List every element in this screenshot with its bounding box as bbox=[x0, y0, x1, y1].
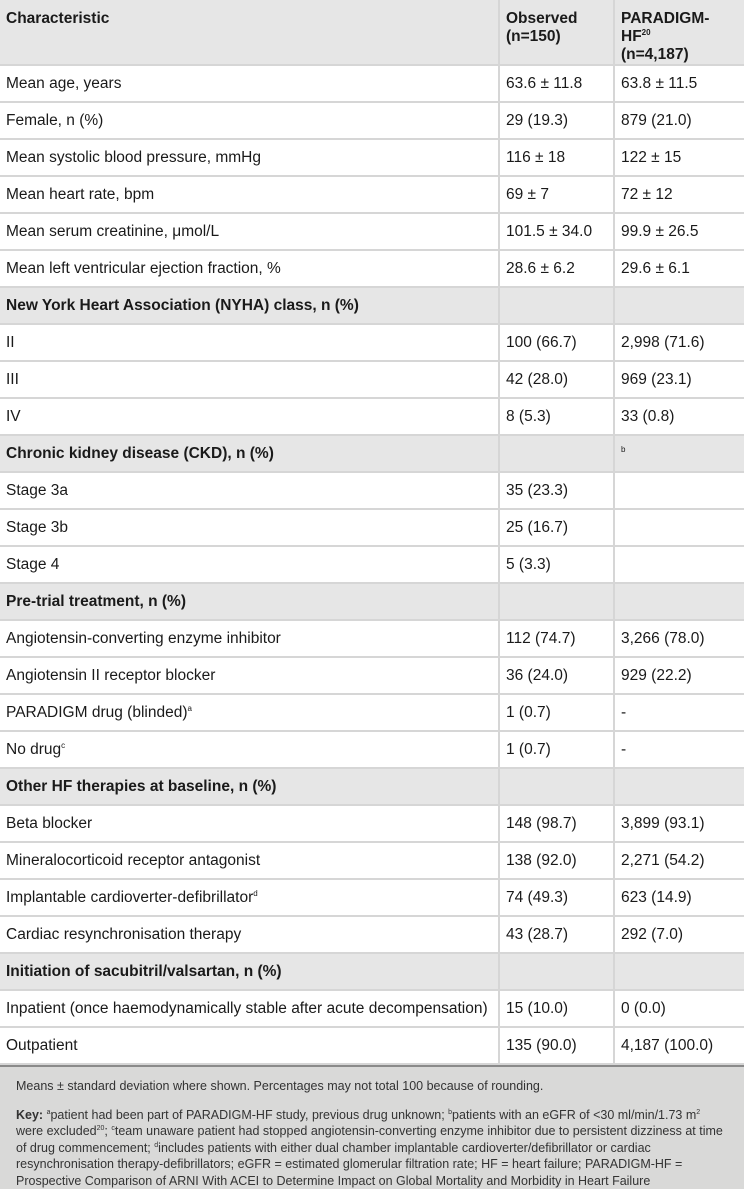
table-row bbox=[0, 65, 744, 102]
section-observed-empty bbox=[499, 583, 614, 620]
table-row bbox=[0, 990, 744, 1027]
row-label-text: Angiotensin II receptor blocker bbox=[6, 667, 215, 684]
section-paradigm-empty bbox=[614, 583, 744, 620]
row-label-sup: a bbox=[187, 703, 191, 712]
footnote-c-marker: c bbox=[111, 1125, 115, 1132]
table-row bbox=[0, 324, 744, 361]
row-label-text: Mineralocorticoid receptor antagonist bbox=[6, 852, 260, 869]
row-label-text: Beta blocker bbox=[6, 815, 92, 832]
table-row bbox=[0, 842, 744, 879]
row-observed: 5 (3.3) bbox=[499, 546, 614, 583]
section-title: New York Heart Association (NYHA) class, n (%) bbox=[0, 287, 499, 324]
row-paradigm: 969 (23.1) bbox=[614, 361, 744, 398]
header-characteristic: Characteristic bbox=[0, 0, 499, 65]
row-label: Mean systolic blood pressure, mmHg bbox=[0, 139, 499, 176]
section-observed-empty bbox=[499, 287, 614, 324]
footnote-key bbox=[16, 1107, 728, 1189]
row-paradigm: 929 (22.2) bbox=[614, 657, 744, 694]
row-label: II bbox=[0, 324, 499, 361]
row-paradigm: 879 (21.0) bbox=[614, 102, 744, 139]
table-row bbox=[0, 398, 744, 435]
ckd-note-marker: b bbox=[621, 444, 625, 453]
table-row bbox=[0, 509, 744, 546]
header-observed bbox=[499, 0, 614, 65]
row-label-text: No drug bbox=[6, 741, 61, 758]
row-label: Inpatient (once haemodynamically stable after acute decompensation) bbox=[0, 990, 499, 1027]
header-observed-n: (n=150) bbox=[506, 28, 561, 45]
row-paradigm: 72 ± 12 bbox=[614, 176, 744, 213]
row-paradigm: 0 (0.0) bbox=[614, 990, 744, 1027]
section-paradigm-empty bbox=[614, 287, 744, 324]
section-paradigm-empty bbox=[614, 768, 744, 805]
row-observed: 148 (98.7) bbox=[499, 805, 614, 842]
section-paradigm-empty bbox=[614, 953, 744, 990]
section-row-nyha bbox=[0, 287, 744, 324]
row-paradigm: 2,271 (54.2) bbox=[614, 842, 744, 879]
table-row bbox=[0, 731, 744, 768]
section-observed-empty bbox=[499, 435, 614, 472]
row-observed: 35 (23.3) bbox=[499, 472, 614, 509]
section-row-other-hf bbox=[0, 768, 744, 805]
row-label: Mean serum creatinine, μmol/L bbox=[0, 213, 499, 250]
footnote-b-tail: were excluded bbox=[16, 1124, 97, 1138]
table-row bbox=[0, 176, 744, 213]
row-label: Stage 4 bbox=[0, 546, 499, 583]
row-label bbox=[0, 694, 499, 731]
row-label: Stage 3a bbox=[0, 472, 499, 509]
table-row bbox=[0, 1027, 744, 1064]
row-observed: 100 (66.7) bbox=[499, 324, 614, 361]
table-row bbox=[0, 879, 744, 916]
header-paradigm-n: (n=4,187) bbox=[621, 46, 689, 63]
section-title: Pre-trial treatment, n (%) bbox=[0, 583, 499, 620]
row-paradigm: 3,266 (78.0) bbox=[614, 620, 744, 657]
footnote-b-marker: b bbox=[448, 1108, 452, 1115]
row-label-sup: c bbox=[61, 740, 65, 749]
row-label: Female, n (%) bbox=[0, 102, 499, 139]
row-observed: 135 (90.0) bbox=[499, 1027, 614, 1064]
row-label-text: Angiotensin-converting enzyme inhibitor bbox=[6, 630, 281, 647]
table-row bbox=[0, 657, 744, 694]
header-paradigm-ref: 20 bbox=[642, 28, 651, 37]
table-row bbox=[0, 546, 744, 583]
footnote-c-text: team unaware patient had stopped angiotensin-converting enzyme inhibitor due to persistent dizziness at time of drug commencement; bbox=[16, 1124, 723, 1155]
table-row bbox=[0, 620, 744, 657]
row-label: Mean age, years bbox=[0, 65, 499, 102]
table-row bbox=[0, 805, 744, 842]
row-observed: 29 (19.3) bbox=[499, 102, 614, 139]
header-observed-title: Observed bbox=[506, 10, 578, 27]
footnote-b-ref: 20 bbox=[97, 1125, 105, 1132]
row-paradigm: 4,187 (100.0) bbox=[614, 1027, 744, 1064]
footnote-b-text: patients with an eGFR of <30 ml/min/1.73 m bbox=[452, 1108, 696, 1122]
table-row bbox=[0, 472, 744, 509]
row-observed: 74 (49.3) bbox=[499, 879, 614, 916]
section-observed-empty bbox=[499, 953, 614, 990]
row-paradigm: 3,899 (93.1) bbox=[614, 805, 744, 842]
row-observed: 1 (0.7) bbox=[499, 731, 614, 768]
row-label bbox=[0, 805, 499, 842]
row-observed: 1 (0.7) bbox=[499, 694, 614, 731]
row-observed: 69 ± 7 bbox=[499, 176, 614, 213]
row-observed: 63.6 ± 11.8 bbox=[499, 65, 614, 102]
section-paradigm-note bbox=[614, 435, 744, 472]
footnote-b-end: ; bbox=[104, 1124, 111, 1138]
footnote-key-label: Key: bbox=[16, 1108, 43, 1122]
table-row bbox=[0, 694, 744, 731]
row-observed: 138 (92.0) bbox=[499, 842, 614, 879]
section-title: Other HF therapies at baseline, n (%) bbox=[0, 768, 499, 805]
row-observed: 36 (24.0) bbox=[499, 657, 614, 694]
row-paradigm bbox=[614, 509, 744, 546]
row-observed: 25 (16.7) bbox=[499, 509, 614, 546]
row-label-text: Cardiac resynchronisation therapy bbox=[6, 926, 241, 943]
row-observed: 43 (28.7) bbox=[499, 916, 614, 953]
section-title: Chronic kidney disease (CKD), n (%) bbox=[0, 435, 499, 472]
row-observed: 116 ± 18 bbox=[499, 139, 614, 176]
row-label-sup: d bbox=[253, 888, 257, 897]
row-paradigm: 292 (7.0) bbox=[614, 916, 744, 953]
row-label: IV bbox=[0, 398, 499, 435]
footnote-d-text: includes patients with either dual chamber implantable cardioverter/defibrillator or cardiac resynchronisation therapy-defibrillators; eGFR = estimated glomerular filtration rate; HF = heart failure; PARADIGM-HF = Prospective Comparison of ARNI With ACEI to Determine Impact on Global Mortality and Morbidity in Heart Failure bbox=[16, 1141, 682, 1188]
row-paradigm: 99.9 ± 26.5 bbox=[614, 213, 744, 250]
footnote-a-marker: a bbox=[47, 1108, 51, 1115]
row-observed: 15 (10.0) bbox=[499, 990, 614, 1027]
table-header-row bbox=[0, 0, 744, 65]
row-label bbox=[0, 842, 499, 879]
row-paradigm: - bbox=[614, 694, 744, 731]
footnote-means: Means ± standard deviation where shown. Percentages may not total 100 because of rounding. bbox=[16, 1078, 728, 1095]
table-row bbox=[0, 139, 744, 176]
row-paradigm: 623 (14.9) bbox=[614, 879, 744, 916]
table-row bbox=[0, 250, 744, 287]
row-paradigm: 63.8 ± 11.5 bbox=[614, 65, 744, 102]
row-observed: 28.6 ± 6.2 bbox=[499, 250, 614, 287]
table-footnote bbox=[0, 1065, 744, 1189]
section-observed-empty bbox=[499, 768, 614, 805]
row-label: Outpatient bbox=[0, 1027, 499, 1064]
row-label: III bbox=[0, 361, 499, 398]
row-observed: 42 (28.0) bbox=[499, 361, 614, 398]
header-paradigm-title: PARADIGM-HF bbox=[621, 10, 709, 45]
row-paradigm: 2,998 (71.6) bbox=[614, 324, 744, 361]
row-label bbox=[0, 731, 499, 768]
row-paradigm bbox=[614, 472, 744, 509]
row-label-text: PARADIGM drug (blinded) bbox=[6, 704, 187, 721]
row-label: Mean heart rate, bpm bbox=[0, 176, 499, 213]
row-paradigm: 29.6 ± 6.1 bbox=[614, 250, 744, 287]
row-label bbox=[0, 620, 499, 657]
row-label bbox=[0, 657, 499, 694]
row-label bbox=[0, 916, 499, 953]
row-paradigm bbox=[614, 546, 744, 583]
footnote-d-marker: d bbox=[154, 1141, 158, 1148]
table-row bbox=[0, 102, 744, 139]
row-observed: 112 (74.7) bbox=[499, 620, 614, 657]
row-label-text: Implantable cardioverter-defibrillator bbox=[6, 889, 253, 906]
section-row-pretrial bbox=[0, 583, 744, 620]
table-row bbox=[0, 916, 744, 953]
row-paradigm: 122 ± 15 bbox=[614, 139, 744, 176]
row-label: Mean left ventricular ejection fraction, % bbox=[0, 250, 499, 287]
table-row bbox=[0, 361, 744, 398]
row-label bbox=[0, 879, 499, 916]
header-paradigm bbox=[614, 0, 744, 65]
row-observed: 101.5 ± 34.0 bbox=[499, 213, 614, 250]
section-row-initiation bbox=[0, 953, 744, 990]
section-title: Initiation of sacubitril/valsartan, n (%) bbox=[0, 953, 499, 990]
row-label: Stage 3b bbox=[0, 509, 499, 546]
section-row-ckd bbox=[0, 435, 744, 472]
footnote-a-text: patient had been part of PARADIGM-HF study, previous drug unknown; bbox=[50, 1108, 448, 1122]
row-paradigm: - bbox=[614, 731, 744, 768]
footnote-b-exponent: 2 bbox=[696, 1108, 700, 1115]
row-observed: 8 (5.3) bbox=[499, 398, 614, 435]
row-paradigm: 33 (0.8) bbox=[614, 398, 744, 435]
table-row bbox=[0, 213, 744, 250]
